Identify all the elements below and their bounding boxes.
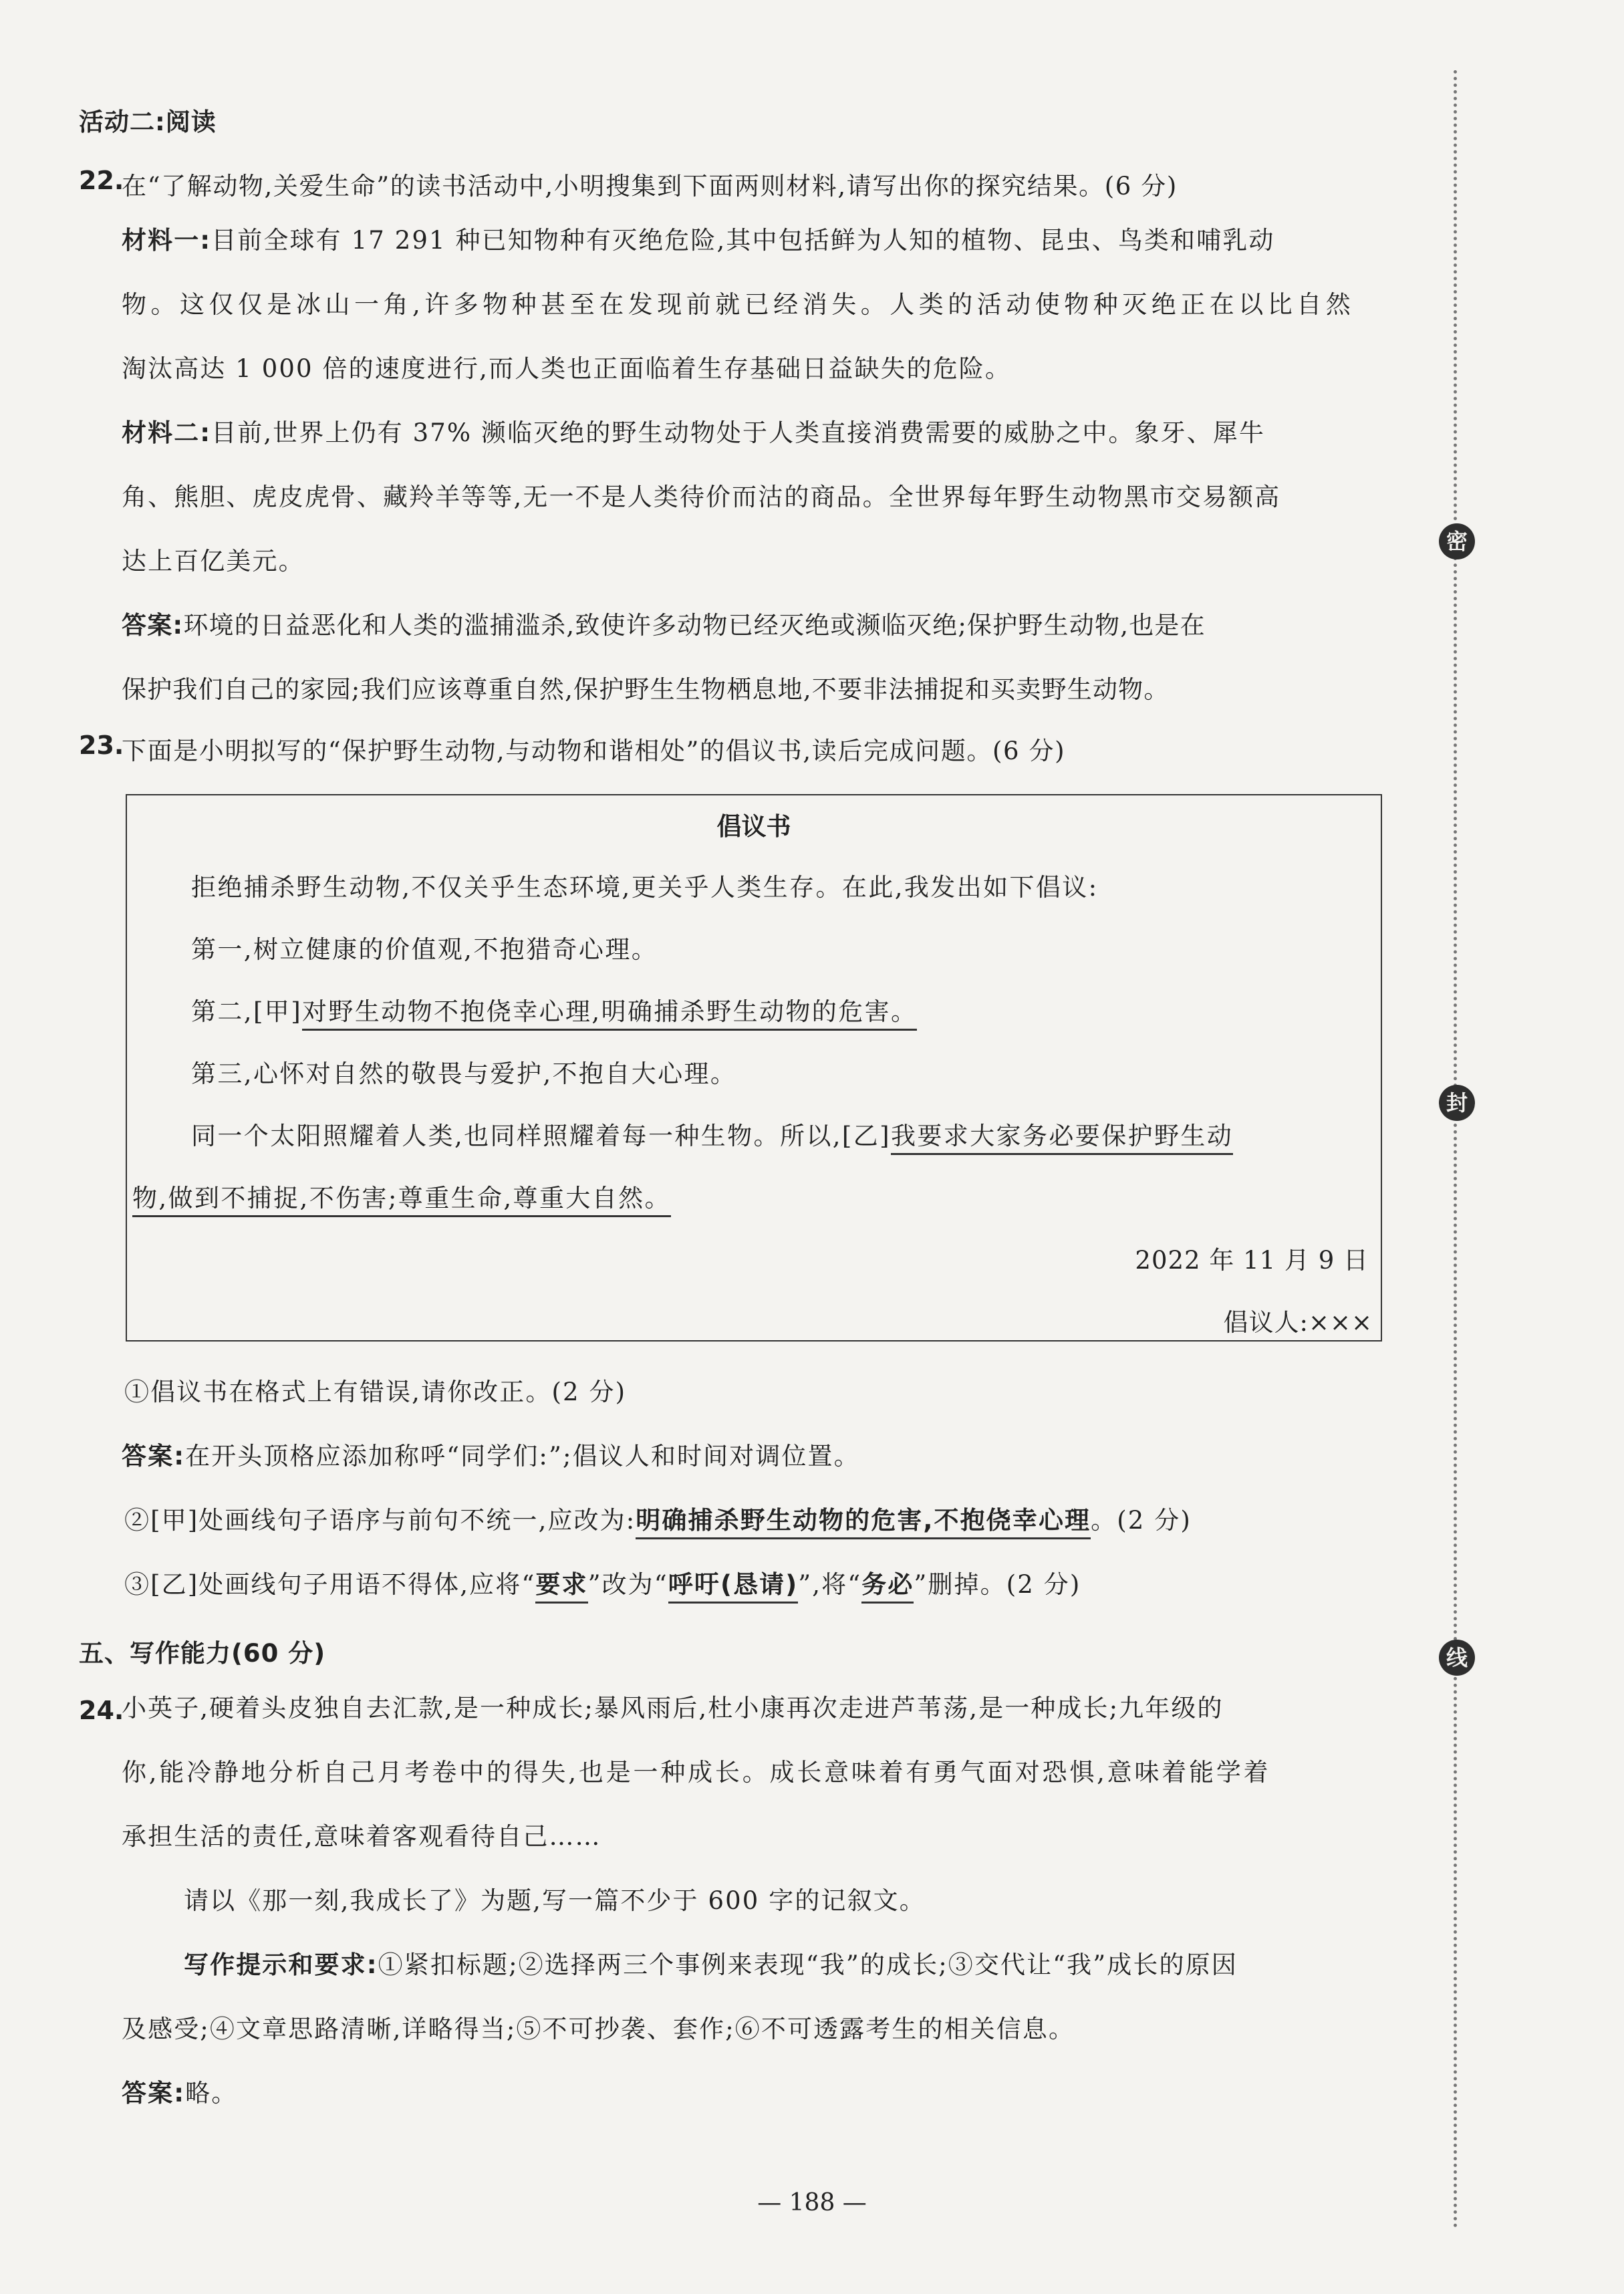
page-number: — 188 —: [757, 2189, 867, 2216]
writing-tips-label: 写作提示和要求:: [184, 1950, 378, 1979]
answer-23-3-c: 务必: [861, 1570, 914, 1604]
seal-xian: 线: [1439, 1640, 1475, 1676]
proposal-paragraph: 第三,心怀对自然的敬畏与爱护,不抱自大心理。: [191, 1059, 737, 1088]
proposal-paragraph-yi-cont: [132, 1178, 671, 1214]
underlined-sentence-yi: 物,做到不捕捉,不伤害;尊重生命,尊重大自然。: [132, 1184, 671, 1217]
material-1-line: 淘汰高达 1 000 倍的速度进行,而人类也正面临着生存基础日益缺失的危险。: [122, 354, 1012, 383]
sub-question-2: ②[甲]处画线句子语序与前句不统一,应改为:明确捕杀野生动物的危害,不抱侥幸心理。(2 分): [124, 1508, 1192, 1533]
question-23-stem: 下面是小明拟写的“保护野生动物,与动物和谐相处”的倡议书,读后完成问题。(6 分): [122, 737, 1066, 765]
underlined-sentence-jia: 对野生动物不抱侥幸心理,明确捕杀野生动物的危害。: [302, 997, 917, 1031]
proposal-date: 2022 年 11 月 9 日: [1135, 1246, 1369, 1275]
section-heading-writing: 五、写作能力(60 分): [79, 1639, 326, 1668]
seal-mi: 密: [1439, 523, 1475, 559]
material-1-line: 物。这仅仅是冰山一角,许多物种甚至在发现前就已经消失。人类的活动使物种灭绝正在以比自然: [122, 290, 1355, 319]
proposal-paragraph-jia: 第二,[甲]对野生动物不抱侥幸心理,明确捕杀野生动物的危害。: [191, 991, 917, 1027]
material-2-label: 材料二:: [122, 418, 212, 447]
question-24-line: 你,能冷静地分析自己月考卷中的得失,也是一种成长。成长意味着有勇气面对恐惧,意味着能学着: [122, 1758, 1271, 1787]
answer-24: [122, 2081, 237, 2106]
section-heading-activity: 活动二:阅读: [79, 108, 217, 136]
question-22-stem: 在“了解动物,关爱生命”的读书活动中,小明搜集到下面两则材料,请写出你的探究结果。(6 分): [122, 172, 1178, 201]
material-2-line: [122, 420, 1265, 445]
answer-22-line: 保护我们自己的家园;我们应该尊重自然,保护野生生物栖息地,不要非法捕捉和买卖野生动物。: [122, 675, 1170, 704]
answer-label: 答案:: [122, 1442, 186, 1471]
material-1-line: [122, 228, 1274, 253]
writing-tips: [184, 1952, 1238, 1977]
material-2-line: 达上百亿美元。: [122, 547, 305, 576]
answer-23-3-b: 呼吁(恳请): [668, 1570, 798, 1604]
answer-label: 答案:: [122, 611, 184, 640]
material-2-line: 角、熊胆、虎皮虎骨、藏羚羊等等,无一不是人类待价而沽的商品。全世界每年野生动物黑市交易额高: [122, 483, 1281, 511]
writing-prompt: 请以《那一刻,我成长了》为题,写一篇不少于 600 字的记叙文。: [184, 1886, 926, 1915]
writing-tips-cont: 及感受;④文章思路清晰,详略得当;⑤不可抄袭、套作;⑥不可透露考生的相关信息。: [122, 2015, 1075, 2043]
binding-dotted-line: [1454, 70, 1457, 2229]
underlined-sentence-yi: 我要求大家务必要保护野生动: [891, 1122, 1233, 1155]
answer-23-1-text: 在开头顶格应添加称呼“同学们:”;倡议人和时间对调位置。: [185, 1442, 860, 1471]
seal-feng: 封: [1439, 1085, 1475, 1121]
answer-23-3-a: 要求: [535, 1570, 587, 1604]
question-number-22: 22.: [79, 166, 124, 195]
material-1-label: 材料一:: [122, 226, 212, 255]
proposal-title: 倡议书: [716, 812, 791, 841]
writing-tips-text: ①紧扣标题;②选择两三个事例来表现“我”的成长;③交代让“我”成长的原因: [378, 1950, 1238, 1979]
question-number-23: 23.: [79, 731, 124, 760]
answer-22-line: [122, 613, 1206, 638]
proposal-paragraph: 拒绝捕杀野生动物,不仅关乎生态环境,更关乎人类生存。在此,我发出如下倡议:: [191, 873, 1099, 902]
proposal-signer: 倡议人:×××: [1223, 1308, 1373, 1337]
question-24-line: 小英子,硬着头皮独自去汇款,是一种成长;暴风雨后,杜小康再次走进芦苇荡,是一种成长;九年级的: [122, 1694, 1224, 1723]
answer-23-2: 明确捕杀野生动物的危害,不抱侥幸心理: [636, 1506, 1091, 1539]
material-1-text: 目前全球有 17 291 种已知物种有灭绝危险,其中包括鲜为人知的植物、昆虫、鸟类和哺乳动: [211, 226, 1275, 255]
proposal-paragraph: 第一,树立健康的价值观,不抱猎奇心理。: [191, 935, 658, 964]
answer-label: 答案:: [122, 2079, 186, 2108]
answer-22-text: 环境的日益恶化和人类的滥捕滥杀,致使许多动物已经灭绝或濒临灭绝;保护野生动物,也是在: [183, 611, 1206, 640]
answer-23-1: [122, 1444, 860, 1469]
question-number-24: 24.: [79, 1696, 124, 1725]
material-2-text: 目前,世界上仍有 37% 濒临灭绝的野生动物处于人类直接消费需要的威胁之中。象牙、犀牛: [211, 418, 1266, 447]
proposal-letter-box: [126, 794, 1382, 1342]
sub-question-3: ③[乙]处画线句子用语不得体,应将“要求”改为“呼吁(恳请)”,将“务必”删掉。(2 分): [124, 1572, 1081, 1597]
question-24-line: 承担生活的责任,意味着客观看待自己……: [122, 1822, 601, 1851]
proposal-paragraph-yi: 同一个太阳照耀着人类,也同样照耀着每一种生物。所以,[乙]我要求大家务必要保护野生动: [191, 1116, 1233, 1152]
answer-24-text: 略。: [185, 2079, 238, 2108]
sub-question-1: ①倡议书在格式上有错误,请你改正。(2 分): [124, 1378, 627, 1406]
